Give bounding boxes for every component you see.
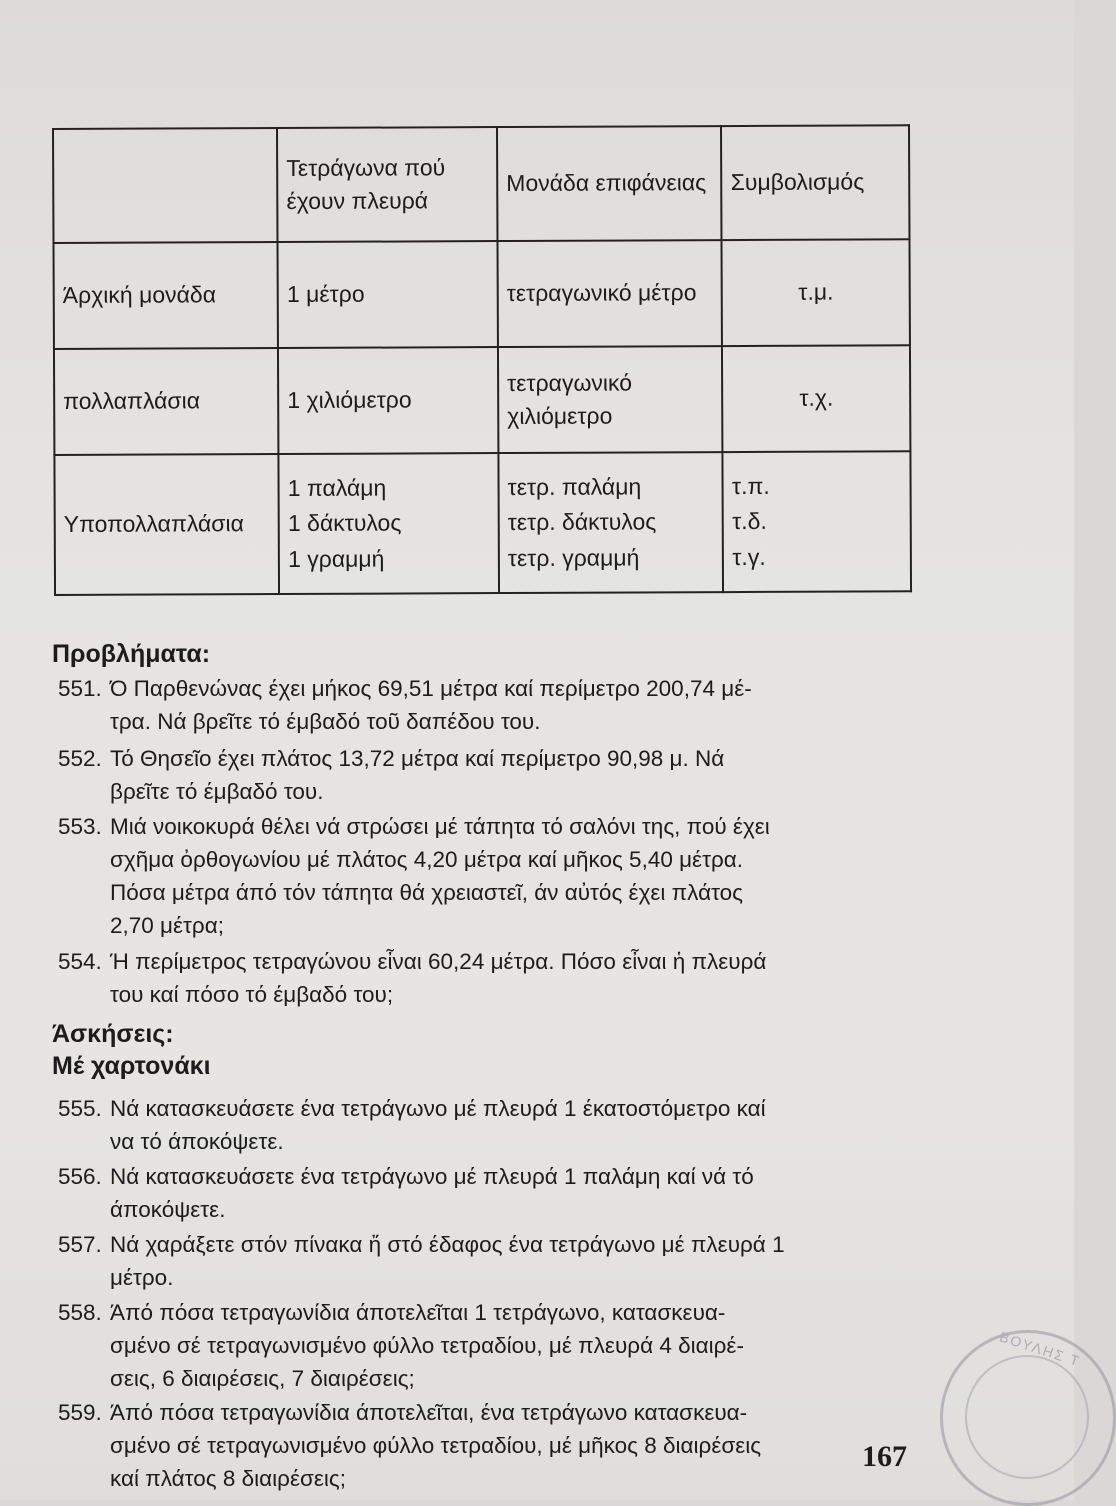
table-row	[54, 345, 910, 455]
seal-text: ΒΟΥΛΗΣ Τ	[997, 1328, 1083, 1370]
problem-line: Ό Παρθενώνας έχει μήκος 69,51 μέτρα καί περίμετρο 200,74 μέ-	[110, 676, 752, 701]
table-header-cell: Μονάδα επιφάνειας	[497, 126, 722, 241]
problem-number: 553.	[58, 814, 102, 839]
problem-line: Πόσα μέτρα άπό τόν τάπητα θά χρειαστεῖ, άν αὐτός έχει πλάτος	[110, 880, 744, 905]
exercise-number: 555.	[58, 1096, 102, 1121]
problem-line: του καί πόσο τό έμβαδό του;	[110, 982, 394, 1007]
problem-item	[58, 945, 908, 1011]
exercise-item	[58, 1092, 908, 1158]
exercise-number: 558.	[58, 1300, 102, 1325]
exercises-heading: Άσκήσεις:	[52, 1020, 174, 1048]
side-line: 1 παλάμη	[287, 474, 387, 501]
table-row	[54, 451, 911, 595]
table-header-cell: Συμβολισμός	[721, 125, 909, 240]
exercise-number: 559.	[58, 1400, 102, 1425]
problem-line: βρεῖτε τό έμβαδό του.	[110, 779, 324, 804]
exercise-line: Άπό πόσα τετραγωνίδια άποτελεῖται, ένα τετράγωνο κατασκευα-	[110, 1400, 748, 1425]
problem-line: τρα. Νά βρεῖτε τό έμβαδό τοῦ δαπέδου του.	[110, 709, 541, 734]
table-cell-symbol	[723, 451, 911, 592]
exercise-line: σμένο σέ τετραγωνισμένο φύλλο τετραδίου, μέ μῆκος 8 διαιρέσεις	[110, 1433, 762, 1458]
table-cell-side	[279, 453, 499, 594]
table-cell-unit	[498, 452, 723, 593]
table-header-cell: Τετράγωνα πού έχουν πλευρά	[277, 127, 497, 242]
exercise-line: Νά κατασκευάσετε ένα τετράγωνο μέ πλευρά 1 παλάμη καί νά τό	[110, 1164, 754, 1189]
table-cell-side: 1 χιλιόμετρο	[278, 347, 498, 454]
problem-item	[58, 742, 908, 808]
side-line: 1 γραμμή	[288, 545, 385, 572]
exercise-line: να τό άποκόψετε.	[110, 1129, 284, 1154]
problem-line: σχῆμα ὀρθογωνίου μέ πλάτος 4,20 μέτρα καί μῆκος 5,40 μέτρα.	[110, 847, 744, 872]
table-cell-symbol: τ.χ.	[722, 345, 910, 452]
problem-item	[58, 810, 908, 942]
exercise-number: 556.	[58, 1164, 102, 1189]
problem-number: 551.	[58, 676, 102, 701]
exercise-line: Νά χαράξετε στόν πίνακα ἤ στό έδαφος ένα τετράγωνο μέ πλευρά 1	[110, 1232, 785, 1257]
exercise-line: Νά κατασκευάσετε ένα τετράγωνο μέ πλευρά 1 έκατοστόμετρο καί	[110, 1096, 766, 1121]
table-header-cell	[53, 128, 278, 243]
problem-line: Μιά νοικοκυρά θέλει νά στρώσει μέ τάπητα τό σαλόνι της, πού έχει	[110, 814, 770, 839]
side-line: 1 δάκτυλος	[287, 509, 402, 537]
table-cell-side: 1 μέτρο	[278, 241, 498, 348]
exercise-line: σμένο σέ τετραγωνισμένο φύλλο τετραδίου, μέ πλευρά 4 διαιρέ-	[110, 1333, 744, 1358]
unit-line: τετρ. γραμμή	[507, 544, 640, 571]
symbol-line: τ.π.	[731, 472, 770, 499]
problem-line: Ή περίμετρος τετραγώνου εἶναι 60,24 μέτρα. Πόσο εἶναι ἡ πλευρά	[110, 949, 767, 974]
exercise-number: 557.	[58, 1232, 102, 1257]
problem-number: 554.	[58, 949, 102, 974]
exercise-line: άποκόψετε.	[110, 1197, 226, 1222]
table-cell-category: πολλαπλάσια	[54, 348, 279, 455]
table-cell-category: Υποπολλαπλάσια	[54, 454, 279, 595]
problem-number: 552.	[58, 746, 102, 771]
library-seal-icon	[940, 1330, 1116, 1506]
problem-line: Τό Θησεῖο έχει πλάτος 13,72 μέτρα καί περίμετρο 90,98 μ. Νά	[110, 746, 725, 771]
exercise-line: καί πλάτος 8 διαιρέσεις;	[110, 1466, 346, 1491]
symbol-line: τ.γ.	[732, 543, 766, 570]
table-row	[54, 239, 910, 349]
problem-line: 2,70 μέτρα;	[110, 913, 224, 938]
table-cell-category: Άρχική μονάδα	[54, 242, 279, 349]
exercises-subheading: Μέ χαρτονάκι	[52, 1052, 211, 1080]
unit-line: τετρ. παλάμη	[507, 472, 642, 500]
exercise-item	[58, 1296, 908, 1395]
exercise-line: σεις, 6 διαιρέσεις, 7 διαιρέσεις;	[110, 1366, 415, 1391]
seal-inner-ring	[965, 1355, 1089, 1479]
table-cell-unit: τετραγωνικό χιλιόμετρο	[498, 346, 723, 453]
exercise-item	[58, 1228, 908, 1294]
unit-line: τετρ. δάκτυλος	[507, 508, 657, 536]
exercise-line: Άπό πόσα τετραγωνίδια άποτελεῖται 1 τετράγωνο, κατασκευα-	[110, 1300, 726, 1325]
page-number: 167	[862, 1440, 907, 1473]
symbol-line: τ.δ.	[732, 508, 767, 535]
exercise-item	[58, 1396, 908, 1495]
exercise-item	[58, 1160, 908, 1226]
problems-heading: Προβλήματα:	[52, 640, 211, 668]
problem-item	[58, 672, 908, 738]
table-header-row	[53, 125, 909, 243]
area-units-table	[52, 124, 912, 596]
table-cell-symbol: τ.μ.	[722, 239, 910, 346]
table-cell-unit: τετραγωνικό μέτρο	[498, 240, 723, 347]
exercise-line: μέτρο.	[110, 1265, 174, 1290]
